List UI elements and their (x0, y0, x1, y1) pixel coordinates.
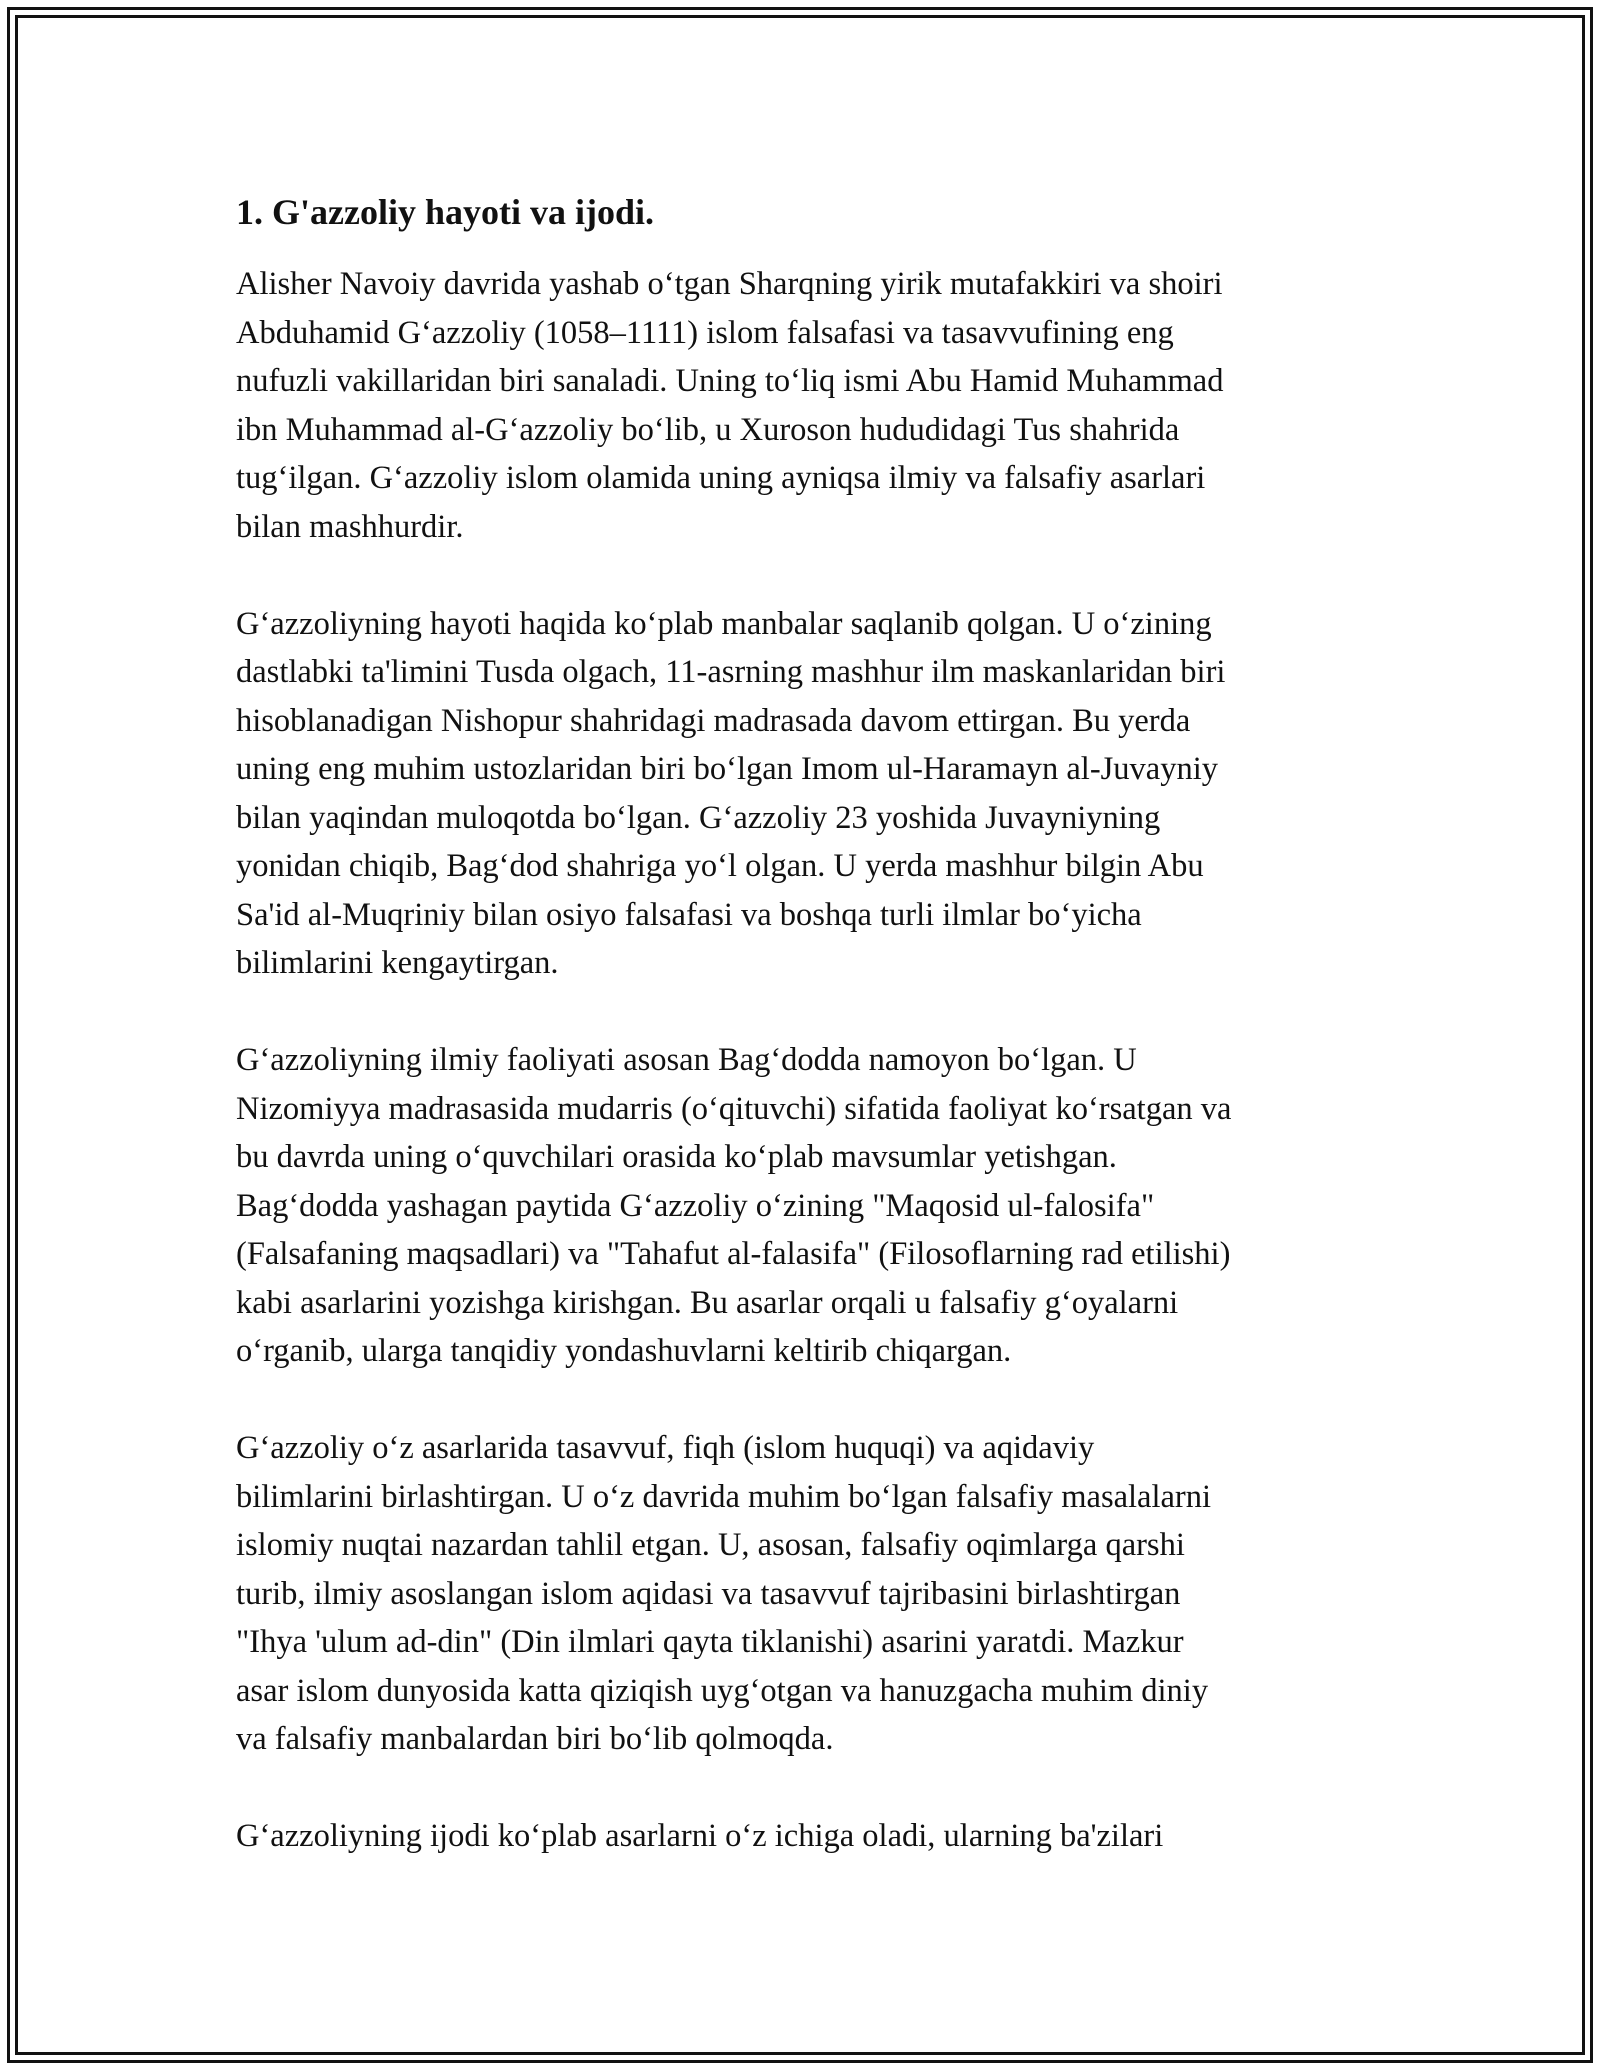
paragraph-5: G‘azzoliyning ijodi ko‘plab asarlarni o‘z ichiga oladi, ularning ba'zilari (236, 1818, 1164, 1854)
document-body (236, 188, 1386, 1909)
paragraph-1: Alisher Navoiy davrida yashab o‘tgan Sharqning yirik mutafakkiri va shoiri Abduhamid G‘azzoliy (1058–1111) islom falsafasi va tasavvufining eng nufuzli vakillaridan biri sanaladi. Uning to‘liq ismi Abu Hamid Muhammad ibn Muhammad al-G‘azzoliy bo‘lib, u Xuroson hududidagi Tus shahrida tug‘ilgan. G‘azzoliy islom olamida uning ayniqsa ilmiy va falsafiy asarlari bilan mashhurdir. (236, 266, 1224, 545)
paragraph-2: G‘azzoliyning hayoti haqida ko‘plab manbalar saqlanib qolgan. U o‘zining dastlabki ta'limini Tusda olgach, 11-asrning mashhur ilm maskanlaridan biri hisoblanadigan Nishopur shahridagi madrasada davom ettirgan. Bu yerda uning eng muhim ustozlaridan biri bo‘lgan Imom ul-Haramayn al-Juvayniy bilan yaqindan muloqotda bo‘lgan. G‘azzoliy 23 yoshida Juvayniyning yonidan chiqib, Bag‘dod shahriga yo‘l olgan. U yerda mashhur bilgin Abu Sa'id al-Muqriniy bilan osiyo falsafasi va boshqa turli ilmlar bo‘yicha bilimlarini kengaytirgan. (236, 605, 1226, 981)
section-heading: 1. G'azzoliy hayoti va ijodi. (236, 192, 654, 232)
paragraph-4: G‘azzoliy o‘z asarlarida tasavvuf, fiqh (islom huquqi) va aqidaviy bilimlarini birlashtirgan. U o‘z davrida muhim bo‘lgan falsafiy masalalarni islomiy nuqtai nazardan tahlil etgan. U, asosan, falsafiy oqimlarga qarshi turib, ilmiy asoslangan islom aqidasi va tasavvuf tajribasini birlashtirgan "Ihya 'ulum ad-din" (Din ilmlari qayta tiklanishi) asarini yaratdi. Mazkur asar islom dunyosida katta qiziqish uyg‘otgan va hanuzgacha muhim diniy va falsafiy manbalardan biri bo‘lib qolmoqda. (236, 1430, 1212, 1757)
paragraph-3: G‘azzoliyning ilmiy faoliyati asosan Bag‘dodda namoyon bo‘lgan. U Nizomiyya madrasasida mudarris (o‘qituvchi) sifatida faoliyat ko‘rsatgan va bu davrda uning o‘quvchilari orasida ko‘plab mavsumlar yetishgan. Bag‘dodda yashagan paytida G‘azzoliy o‘zining "Maqosid ul-falosifa" (Falsafaning maqsadlari) va "Tahafut al-falasifa" (Filosoflarning rad etilishi) kabi asarlarini yozishga kirishgan. Bu asarlar orqali u falsafiy g‘oyalarni o‘rganib, ularga tanqidiy yondashuvlarni keltirib chiqargan. (236, 1042, 1232, 1369)
